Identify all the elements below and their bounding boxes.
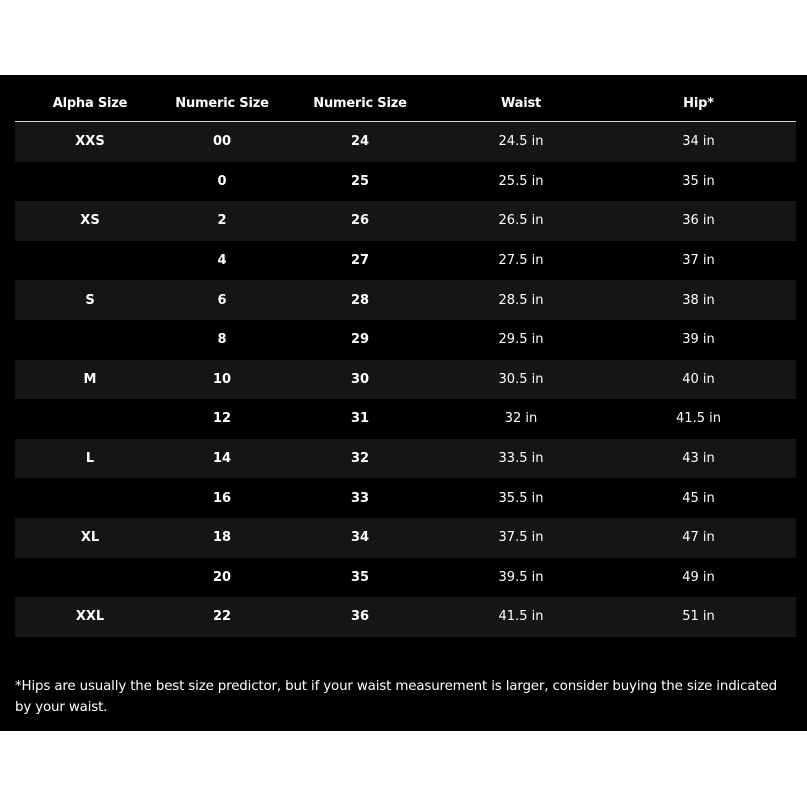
cell-alpha-size: XS <box>15 201 165 241</box>
cell-alpha-size: M <box>15 360 165 400</box>
cell-numeric-size-waist: 25 <box>279 162 441 202</box>
table-row <box>15 518 796 558</box>
table-row <box>15 280 796 320</box>
cell-numeric-size: 22 <box>165 597 279 637</box>
cell-alpha-size: XXL <box>15 597 165 637</box>
header-waist: Waist <box>441 86 601 122</box>
cell-waist: 25.5 in <box>441 162 601 202</box>
table-row <box>15 478 796 518</box>
table-row <box>15 558 796 598</box>
cell-alpha-size: XL <box>15 518 165 558</box>
cell-waist: 27.5 in <box>441 241 601 281</box>
table-row <box>15 241 796 281</box>
cell-numeric-size: 12 <box>165 399 279 439</box>
header-numeric-size-waist: Numeric Size <box>279 86 441 122</box>
header-alpha-size: Alpha Size <box>15 86 165 122</box>
cell-numeric-size: 8 <box>165 320 279 360</box>
table-body <box>15 122 796 637</box>
table-row <box>15 597 796 637</box>
table-header-row <box>15 86 796 122</box>
cell-hip: 38 in <box>601 280 796 320</box>
cell-waist: 30.5 in <box>441 360 601 400</box>
cell-numeric-size: 14 <box>165 439 279 479</box>
cell-waist: 24.5 in <box>441 122 601 162</box>
table-row <box>15 360 796 400</box>
cell-alpha-size: S <box>15 280 165 320</box>
cell-numeric-size: 2 <box>165 201 279 241</box>
cell-numeric-size-waist: 26 <box>279 201 441 241</box>
cell-numeric-size: 20 <box>165 558 279 598</box>
cell-hip: 49 in <box>601 558 796 598</box>
cell-waist: 32 in <box>441 399 601 439</box>
cell-hip: 40 in <box>601 360 796 400</box>
cell-alpha-size: L <box>15 439 165 479</box>
cell-waist: 37.5 in <box>441 518 601 558</box>
cell-alpha-size <box>15 558 165 598</box>
cell-numeric-size-waist: 29 <box>279 320 441 360</box>
cell-numeric-size: 4 <box>165 241 279 281</box>
cell-hip: 34 in <box>601 122 796 162</box>
cell-numeric-size: 18 <box>165 518 279 558</box>
cell-numeric-size: 6 <box>165 280 279 320</box>
cell-hip: 41.5 in <box>601 399 796 439</box>
cell-hip: 45 in <box>601 478 796 518</box>
table-row <box>15 439 796 479</box>
cell-numeric-size: 00 <box>165 122 279 162</box>
cell-numeric-size-waist: 32 <box>279 439 441 479</box>
cell-waist: 39.5 in <box>441 558 601 598</box>
table-row <box>15 320 796 360</box>
cell-alpha-size: XXS <box>15 122 165 162</box>
table-row <box>15 162 796 202</box>
cell-numeric-size: 16 <box>165 478 279 518</box>
cell-numeric-size-waist: 35 <box>279 558 441 598</box>
cell-waist: 28.5 in <box>441 280 601 320</box>
cell-alpha-size <box>15 399 165 439</box>
header-hip: Hip* <box>601 86 796 122</box>
cell-numeric-size-waist: 36 <box>279 597 441 637</box>
cell-waist: 33.5 in <box>441 439 601 479</box>
header-numeric-size: Numeric Size <box>165 86 279 122</box>
size-chart-table <box>15 86 796 637</box>
cell-hip: 36 in <box>601 201 796 241</box>
cell-hip: 37 in <box>601 241 796 281</box>
cell-numeric-size-waist: 28 <box>279 280 441 320</box>
table-row <box>15 399 796 439</box>
cell-hip: 51 in <box>601 597 796 637</box>
cell-numeric-size-waist: 33 <box>279 478 441 518</box>
cell-waist: 29.5 in <box>441 320 601 360</box>
cell-alpha-size <box>15 241 165 281</box>
cell-numeric-size-waist: 30 <box>279 360 441 400</box>
footnote: *Hips are usually the best size predictor, but if your waist measurement is larger, consider buying the size indicated by your waist. <box>15 679 777 715</box>
cell-numeric-size-waist: 24 <box>279 122 441 162</box>
cell-numeric-size-waist: 27 <box>279 241 441 281</box>
cell-numeric-size-waist: 31 <box>279 399 441 439</box>
cell-waist: 35.5 in <box>441 478 601 518</box>
cell-alpha-size <box>15 478 165 518</box>
cell-hip: 43 in <box>601 439 796 479</box>
table-row <box>15 201 796 241</box>
cell-alpha-size <box>15 162 165 202</box>
cell-alpha-size <box>15 320 165 360</box>
cell-hip: 39 in <box>601 320 796 360</box>
cell-waist: 41.5 in <box>441 597 601 637</box>
cell-hip: 35 in <box>601 162 796 202</box>
cell-numeric-size: 0 <box>165 162 279 202</box>
cell-numeric-size: 10 <box>165 360 279 400</box>
size-chart-panel <box>0 75 807 731</box>
table-row <box>15 122 796 162</box>
cell-hip: 47 in <box>601 518 796 558</box>
cell-waist: 26.5 in <box>441 201 601 241</box>
cell-numeric-size-waist: 34 <box>279 518 441 558</box>
